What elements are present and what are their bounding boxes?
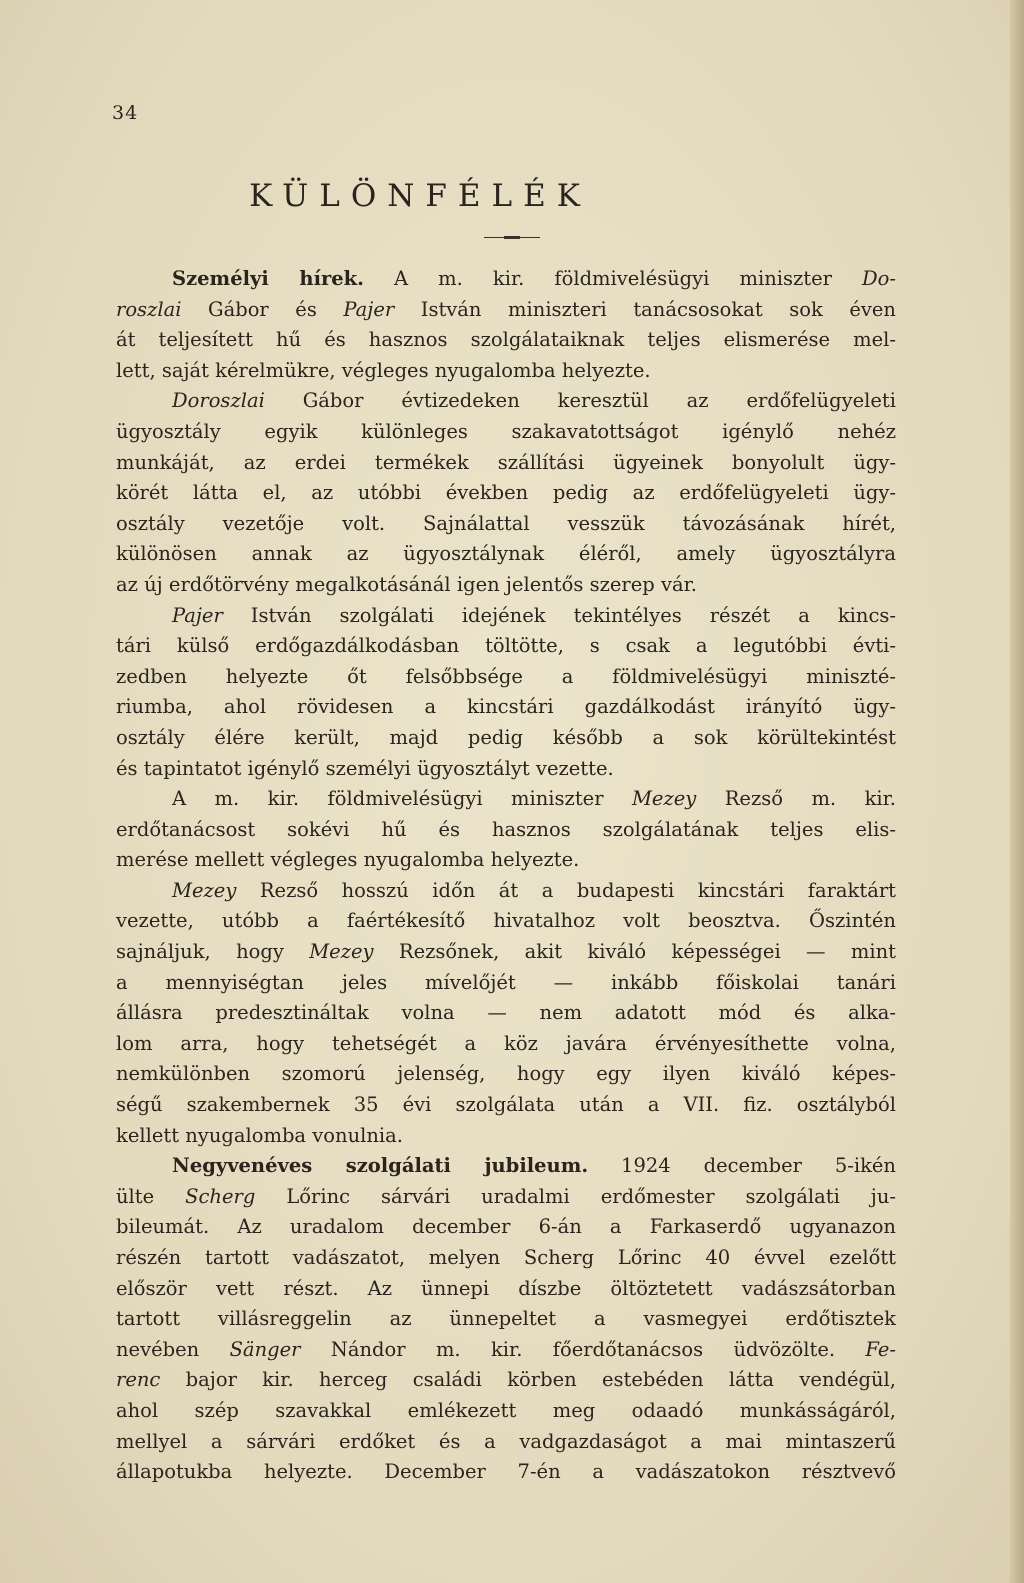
text-run: bileumát. Az uradalom december 6-án a Farkaserdő ugyanazon: [116, 1215, 896, 1239]
text-run: A m. kir. földmivelésügyi miniszter: [172, 787, 632, 811]
italic-name: Pajer: [172, 603, 223, 627]
text-line: [116, 1365, 896, 1396]
text-run: Gábor és: [181, 297, 344, 321]
text-run: ahol szép szavakkal emlékezett meg odaadó munkásságáról,: [116, 1398, 896, 1422]
text-line: [116, 1090, 896, 1121]
italic-name: Mezey: [172, 878, 237, 902]
text-line: [116, 356, 896, 387]
italic-name: Do-: [862, 267, 896, 290]
page-edge: [1010, 0, 1024, 1583]
text-line: [116, 937, 896, 968]
text-line: [116, 631, 896, 662]
text-run: állapotukba helyezte. December 7-én a vadászatokon résztvevő: [116, 1460, 896, 1484]
text-line: [116, 1029, 896, 1060]
text-run: a mennyiségtan jeles mívelőjét — inkább főiskolai tanári: [116, 970, 896, 994]
text-run: ügyosztály egyik különleges szakavatottságot igénylő nehéz: [116, 419, 896, 443]
text-line: [116, 417, 896, 448]
text-run: állásra predesztináltak volna — nem adatott mód és alka-: [116, 1001, 896, 1025]
italic-name: Sänger: [229, 1337, 301, 1361]
text-line: [116, 448, 896, 479]
text-line: [116, 876, 896, 907]
text-run: mellyel a sárvári erdőket és a vadgazdaságot a mai mintaszerű: [116, 1429, 896, 1453]
text-run: 1924 december 5-ikén: [588, 1154, 896, 1178]
text-run: részén tartott vadászatot, melyen Scherg Lőrinc 40 évvel ezelőtt: [116, 1246, 896, 1269]
text-run: Rezsőnek, akit kiváló képességei — mint: [373, 940, 896, 964]
text-run: nemkülönben szomorú jelenség, hogy egy ilyen kiváló képes-: [116, 1062, 896, 1086]
text-line: [116, 1274, 896, 1305]
section-title: KÜLÖNFÉLÉK: [249, 178, 591, 214]
text-line: [116, 784, 896, 815]
text-run: osztály élére került, majd pedig később a sok körültekintést: [116, 725, 896, 749]
italic-name: renc: [116, 1368, 161, 1392]
text-run: Nándor m. kir. főerdőtanácsos üdvözölte.: [300, 1337, 866, 1361]
text-run: különösen annak az ügyosztálynak éléről, amely ügyosztályra: [116, 542, 896, 566]
text-run: István miniszteri tanácsosokat sok éven: [394, 297, 896, 321]
text-run: Rezső m. kir.: [696, 787, 897, 811]
text-line: [116, 386, 896, 417]
text-run: vezette, utóbb a faértékesítő hivatalhoz volt beosztva. Őszintén: [116, 909, 896, 933]
text-line: [116, 325, 896, 356]
text-line: [116, 1396, 896, 1427]
text-run: István szolgálati idejének tekintélyes részét a kincs-: [222, 603, 896, 627]
text-line: [116, 478, 896, 509]
text-run: nevében: [116, 1337, 230, 1361]
text-run: merése mellett végleges nyugalomba helyezte.: [116, 848, 580, 872]
text-run: riumba, ahol rövidesen a kincstári gazdálkodást irányító ügy-: [116, 695, 896, 719]
text-run: Lőrinc sárvári uradalmi erdőmester szolgálati ju-: [255, 1184, 896, 1208]
text-line: [116, 264, 896, 295]
text-line: [116, 1335, 896, 1366]
italic-name: Mezey: [309, 940, 374, 964]
text-run: bajor kir. herceg családi körben estebéden látta vendégül,: [160, 1368, 896, 1392]
text-line: [116, 815, 896, 846]
text-run: lom arra, hogy tehetségét a köz javára érvényesíthette volna,: [116, 1031, 896, 1055]
text-line: [116, 1243, 896, 1274]
text-run: tartott villásreggelin az ünnepeltet a vasmegyei erdőtisztek: [116, 1307, 896, 1331]
text-run: Rezső hosszú időn át a budapesti kincstári faraktárt: [236, 878, 896, 902]
text-line: [116, 692, 896, 723]
text-line: [116, 1427, 896, 1458]
italic-name: Fe-: [865, 1337, 896, 1361]
text-line: [116, 1304, 896, 1335]
text-line: [116, 845, 896, 876]
italic-name: Pajer: [343, 297, 395, 321]
text-run: Gábor évtizedeken keresztül az erdőfelügyeleti: [264, 389, 896, 413]
article-body: [116, 264, 896, 1488]
text-line: [116, 662, 896, 693]
text-line: [116, 723, 896, 754]
text-run: A m. kir. földmivelésügyi miniszter: [363, 267, 863, 290]
text-line: [116, 1457, 896, 1488]
text-run: ülte: [116, 1184, 186, 1208]
text-run: ségű szakembernek 35 évi szolgálata után a VII. fiz. osztályból: [116, 1093, 896, 1117]
text-run: sajnáljuk, hogy: [116, 940, 310, 964]
text-run: az új erdőtörvény megalkotásánál igen jelentős szerep vár.: [116, 572, 697, 596]
text-line: [116, 509, 896, 540]
text-line: [116, 998, 896, 1029]
text-line: [116, 1212, 896, 1243]
text-line: [116, 1121, 896, 1152]
text-line: [116, 1059, 896, 1090]
text-line: [116, 295, 896, 326]
page-number: 34: [112, 102, 139, 124]
text-line: [116, 539, 896, 570]
text-run: zedben helyezte őt felsőbbsége a földmivelésügyi miniszté-: [116, 664, 896, 688]
text-line: [116, 601, 896, 632]
text-run: át teljesített hű és hasznos szolgálataiknak teljes elismerése mel-: [116, 328, 896, 352]
text-line: [116, 754, 896, 785]
text-line: [116, 1151, 896, 1182]
text-run: tári külső erdőgazdálkodásban töltötte, s csak a legutóbbi évti-: [116, 634, 896, 658]
text-run: először vett részt. Az ünnepi díszbe öltöztetett vadászsátorban: [116, 1276, 896, 1300]
text-run: körét látta el, az utóbbi években pedig az erdőfelügyeleti ügy-: [116, 481, 896, 505]
text-line: [116, 570, 896, 601]
italic-name: Scherg: [185, 1184, 256, 1208]
text-run: erdőtanácsost sokévi hű és hasznos szolgálatának teljes elis-: [116, 817, 896, 841]
text-run: lett, saját kérelmükre, végleges nyugalomba helyezte.: [116, 358, 651, 382]
text-run: és tapintatot igénylő személyi ügyosztályt vezette.: [116, 756, 614, 780]
paragraph-heading: Személyi hírek.: [172, 267, 364, 290]
italic-name: Mezey: [631, 787, 697, 811]
italic-name: roszlai: [116, 297, 182, 321]
text-line: [116, 968, 896, 999]
italic-name: Doroszlai: [172, 389, 265, 413]
text-run: osztály vezetője volt. Sajnálattal vesszük távozásának hírét,: [116, 511, 896, 535]
title-ornament-rule: [484, 236, 540, 239]
text-line: [116, 1182, 896, 1213]
paragraph-heading: Negyvenéves szolgálati jubileum.: [172, 1154, 589, 1178]
text-run: kellett nyugalomba vonulnia.: [116, 1123, 403, 1147]
text-run: munkáját, az erdei termékek szállítási ügyeinek bonyolult ügy-: [116, 450, 896, 474]
text-line: [116, 906, 896, 937]
